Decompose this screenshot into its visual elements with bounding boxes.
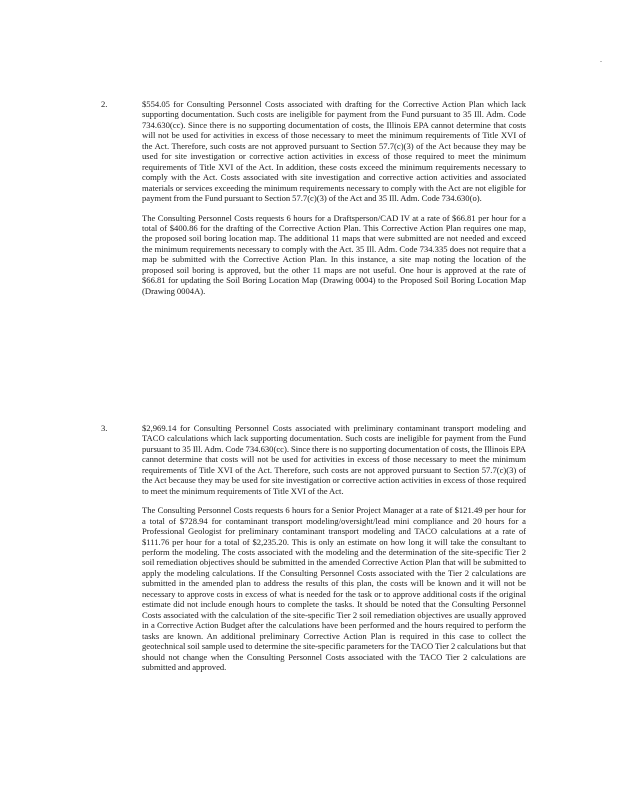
paragraph: $2,969.14 for Consulting Personnel Costs associated with preliminary contaminant transport modeling and TACO calculations which lack supporting documentation. Such costs are ineligible for payment from the Fund pursuant to 35 Ill. Adm. Code 734.630(cc). Since there is no supporting documentation of costs, the Illinois EPA cannot determine that costs will not be used for activities in excess of those necessary to meet the minimum requirements of Title XVI of the Act. Therefore, such costs are not approved pursuant to Section 57.7(c)(3) of the Act because they may be used for site investigation or corrective action activities in excess of those required to meet the minimum requirements of Title XVI of the Act.: [142, 423, 526, 496]
item-body: [142, 423, 526, 681]
item-number: 2.: [101, 99, 108, 109]
item-body: [142, 99, 526, 305]
item-number: 3.: [101, 423, 108, 433]
corner-mark: .: [600, 55, 602, 64]
paragraph: The Consulting Personnel Costs requests 6 hours for a Draftsperson/CAD IV at a rate of $66.81 per hour for a total of $400.86 for the drafting of the Corrective Action Plan. This Corrective Action Plan requires one map, the proposed soil boring location map. The additional 11 maps that were submitted are not needed and exceed the minimum requirements necessary to comply with the Act. 35 Ill. Adm. Code 734.335 does not require that a map be submitted with the Corrective Action Plan. In this instance, a site map noting the location of the proposed soil boring is approved, but the other 11 maps are not useful. One hour is approved at the rate of $66.81 for updating the Soil Boring Location Map (Drawing 0004) to the Proposed Soil Boring Location Map (Drawing 0004A).: [142, 212, 526, 296]
paragraph: The Consulting Personnel Costs requests 6 hours for a Senior Project Manager at a rate of $121.49 per hour for a total of $728.94 for contaminant transport modeling/oversight/lead mini compliance and 20 hours for a Professional Geologist for preliminary contaminant transport modeling and TACO calculations at a rate of $111.76 per hour for a total of $2,235.20. This is only an estimate on how long it will take the consultant to perform the modeling. The costs associated with the modeling and the determination of the site-specific Tier 2 soil remediation objectives should be submitted in the amended Corrective Action Plan that will be submitted to apply the modeling calculations. If the Consulting Personnel Costs associated with the Tier 2 calculations are submitted in the amended plan to address the results of this plan, the costs will be known and it will not be necessary to approve costs in excess of what is needed for the task or to approve additional costs if the original estimate did not include enough hours to complete the tasks. It should be noted that the Consulting Personnel Costs associated with the calculation of the site-specific Tier 2 soil remediation objectives are usually approved in a Corrective Action Budget after the calculations have been performed and the hours required to perform the tasks are known. An additional preliminary Corrective Action Plan is required in this case to collect the geotechnical soil sample used to determine the site-specific parameters for the TACO Tier 2 calculations but that should not change when the Consulting Personnel Costs associated with the TACO Tier 2 calculations are submitted and approved.: [142, 505, 526, 672]
paragraph: $554.05 for Consulting Personnel Costs associated with drafting for the Corrective Action Plan which lack supporting documentation. Such costs are ineligible for payment from the Fund pursuant to 35 Ill. Adm. Code 734.630(cc). Since there is no supporting documentation of costs, the Illinois EPA cannot determine that costs will not be used for activities in excess of those necessary to meet the minimum requirements of Title XVI of the Act. Therefore, such costs are not approved pursuant to Section 57.7(c)(3) of the Act because they may be used for site investigation or corrective action activities in excess of those required to meet the minimum requirements of Title XVI of the Act. In addition, these costs exceed the minimum requirements necessary to comply with the Act. Costs associated with site investigation and corrective action activities and associated materials or services exceeding the minimum requirements necessary to comply with the Act are not eligible for payment from the Fund pursuant to Section 57.7(c)(3) of the Act and 35 Ill. Adm. Code 734.630(o).: [142, 99, 526, 204]
